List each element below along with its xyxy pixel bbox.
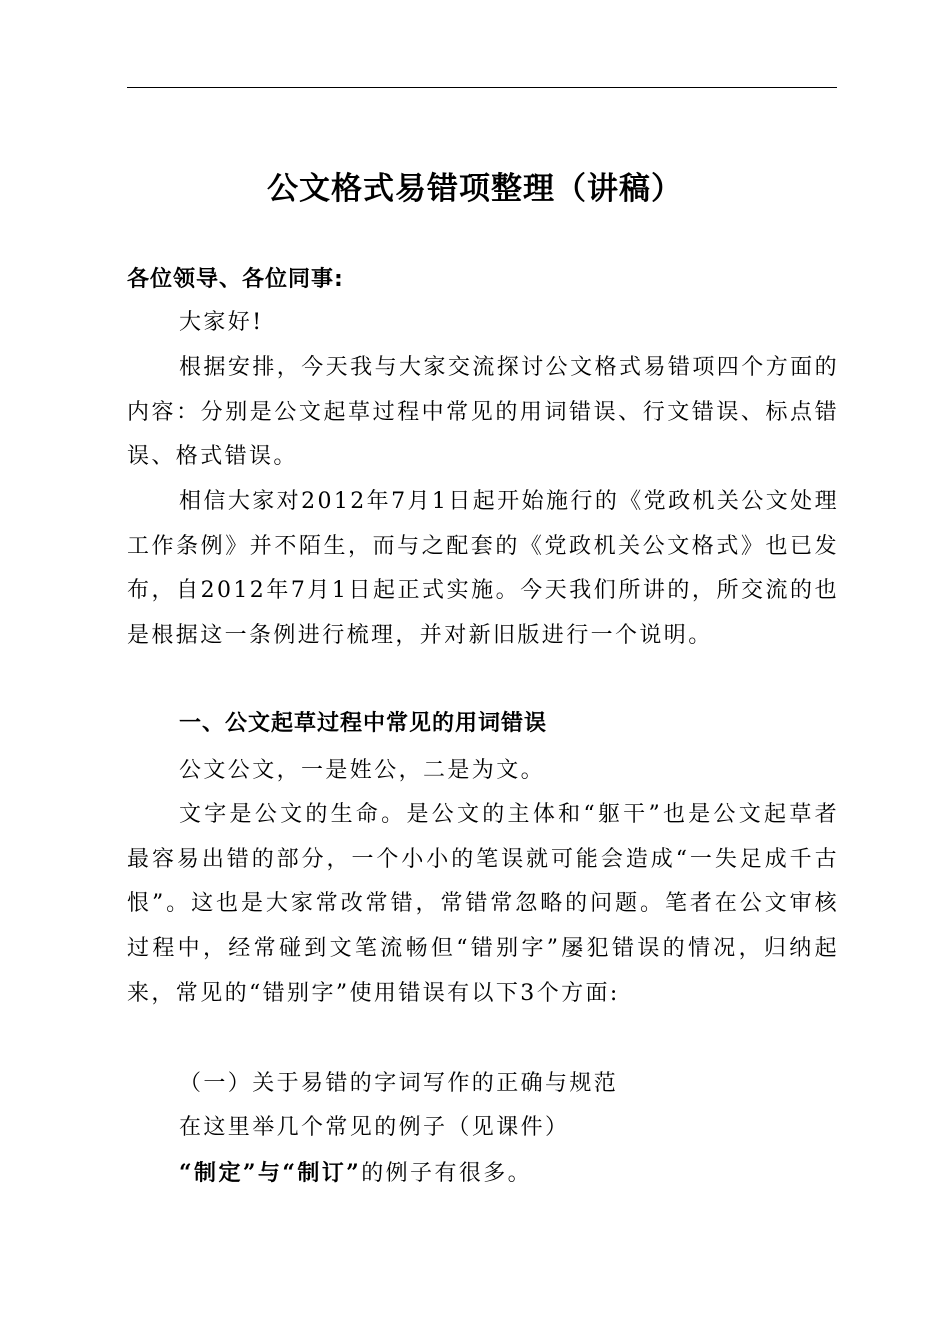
example-connector: 与 [257, 1160, 283, 1186]
document-title: 公文格式易错项整理（讲稿） [267, 171, 683, 207]
words-paragraph: 文字是公文的生命。是公文的主体和“躯干”也是公文起草者最容易出错的部分，一个小小的笔误就可能会造成“一失足成千古恨”。这也是大家常改常错，常错常忽略的问题。笔者在公文审核过程中，经常碰到文笔流畅但“错别字”屡犯错误的情况，归纳起来，常见的“错别字”使用错误有以下3个方面: [127, 802, 839, 1006]
examples-paragraph: 在这里举几个常见的例子（见课件） [179, 1115, 570, 1140]
saying-paragraph: 公文公文，一是姓公，二是为文。 [179, 758, 546, 783]
salutation: 各位领导、各位同事: [127, 267, 344, 292]
subheading-1: （一）关于易错的字词写作的正确与规范 [179, 1071, 619, 1096]
example-rest: 的例子有很多。 [361, 1161, 533, 1186]
section-heading-1: 一、公文起草过程中常见的用词错误 [179, 711, 548, 736]
background-paragraph: 相信大家对2012年7月1日起开始施行的《党政机关公文处理工作条例》并不陌生，而与之配套的《党政机关公文格式》也已发布，自2012年7月1日起正式实施。今天我们所讲的，所交流的也是根据这一条例进行梳理，并对新旧版进行一个说明。 [127, 489, 839, 649]
example-term-2: “制订” [282, 1160, 362, 1186]
intro-paragraph: 根据安排，今天我与大家交流探讨公文格式易错项四个方面的内容：分别是公文起草过程中常见的用词错误、行文错误、标点错误、格式错误。 [127, 355, 839, 470]
example-term-1: “制定” [179, 1160, 258, 1186]
greeting-paragraph: 大家好! [179, 310, 264, 335]
example-line [127, 1151, 839, 1197]
header-rule [127, 87, 837, 88]
